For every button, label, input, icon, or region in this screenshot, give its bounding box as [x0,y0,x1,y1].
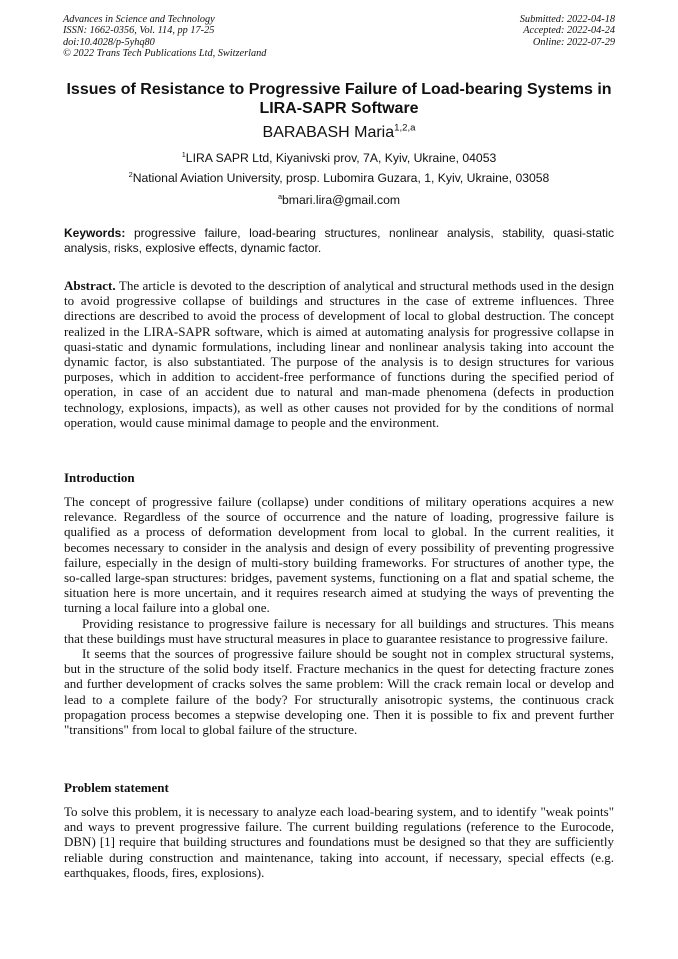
paragraph: To solve this problem, it is necessary to analyze each load-bearing system, and to identify "weak points" and ways to prevent progressive failure. The current building regulations (reference to the Eurocode, DBN) [1] require that building structures and foundations must be designed so that they are sufficiently reliable during construction and maintenance, taking into account, if necessary, special effects (e.g. earthquakes, floods, fires, explosions). [64,804,614,880]
paragraph: It seems that the sources of progressive failure should be sought not in complex structural systems, but in the structure of the solid body itself. Fracture mechanics in the quest for detecting fracture zones and further development of cracks solves the same problem: Will the crack remain local or develop and lead to a complete failure of the body? For structurally anisotropic systems, the continuous crack propagation process becomes a stepwise developing one. Then it is possible to fix and prevent further "transitions" from local to global failure of the structure. [64,646,614,738]
problem-statement-body [64,804,614,880]
author-email [0,193,678,207]
affiliation-mark: 2 [128,169,133,179]
paragraph: Providing resistance to progressive failure is necessary for all buildings and structures. This means that these buildings must have structural measures in place to guarantee resistance to progressive failure. [64,615,614,646]
journal-doi: doi:10.4028/p-5yhq80 [63,36,155,48]
online-date: Online: 2022-07-29 [532,36,615,48]
journal-name: Advances in Science and Technology [63,14,215,25]
author-line [0,123,678,143]
keywords-text: progressive failure, load-bearing structures, nonlinear analysis, stability, quasi-static analysis, risks, explosive effects, dynamic factor. [64,226,614,255]
accepted-date: Accepted: 2022-04-24 [523,25,615,37]
affiliation-2 [0,171,678,185]
journal-header-right [520,14,615,48]
affiliation-mark: 1 [181,149,186,159]
email-text: bmari.lira@gmail.com [282,193,401,207]
abstract-label: Abstract. [64,278,116,293]
introduction-body [64,494,614,737]
journal-issn: ISSN: 1662-0356, Vol. 114, pp 17-25 [63,25,215,37]
author-marks: 1,2,a [394,122,416,134]
keywords [64,226,614,256]
introduction-heading: Introduction [64,470,135,485]
abstract-text: The article is devoted to the description of analytical and structural methods used in the design to avoid progressive collapse of buildings and structures in the case of extreme influences. Three directions are described to avoid the process of development of local to global destruction. The concept realized in the LIRA-SAPR software, which is aimed at automating analysis for progressive collapse in quasi-static and dynamic formulations, including linear and nonlinear analysis taking into account the dynamic factor, is also substantiated. The purpose of the analysis is to design structures for various purposes, which in addition to accident-free performance of functions during the specified period of operation, in case of an accident due to natural and man-made phenomena (defects in production technology, explosions, impacts), as well as other causes not provided for by the conditions of normal operation, would cause minimal damage to people and the environment. [64,278,615,430]
journal-copyright: © 2022 Trans Tech Publications Ltd, Switzerland [63,47,267,59]
affiliation-text: LIRA SAPR Ltd, Kiyanivski prov, 7A, Kyiv, Ukraine, 04053 [185,151,497,165]
affiliation-mark: a [277,191,283,201]
submitted-date: Submitted: 2022-04-18 [519,14,615,25]
paragraph: The concept of progressive failure (collapse) under conditions of military operations acquires a new relevance. Regardless of the source of occurrence and the nature of loading, progressive failure is qualified as a process of deformation development from local to global. In the current realities, it becomes necessary to consider in the analysis and design of every possibility of preventing progressive failure, especially in the design of multi-story building frameworks. For structures of another type, the so-called large-span structures: bridges, pavement systems, functioning on a flat and spatial scheme, the situation here is more uncertain, and it requires research aimed at studying the ways of preventing the turning a local failure into a global one. [64,494,614,616]
affiliation-text: National Aviation University, prosp. Lubomira Guzara, 1, Kyiv, Ukraine, 03058 [132,171,550,185]
keywords-label: Keywords: [64,226,126,240]
affiliation-1 [0,151,678,165]
author-name: BARABASH Maria [262,124,395,141]
journal-header-left [63,14,266,59]
paper-title: Issues of Resistance to Progressive Failure of Load-bearing Systems in LIRA-SAPR Software [66,81,612,117]
problem-statement-heading: Problem statement [64,780,169,795]
abstract [64,278,614,430]
